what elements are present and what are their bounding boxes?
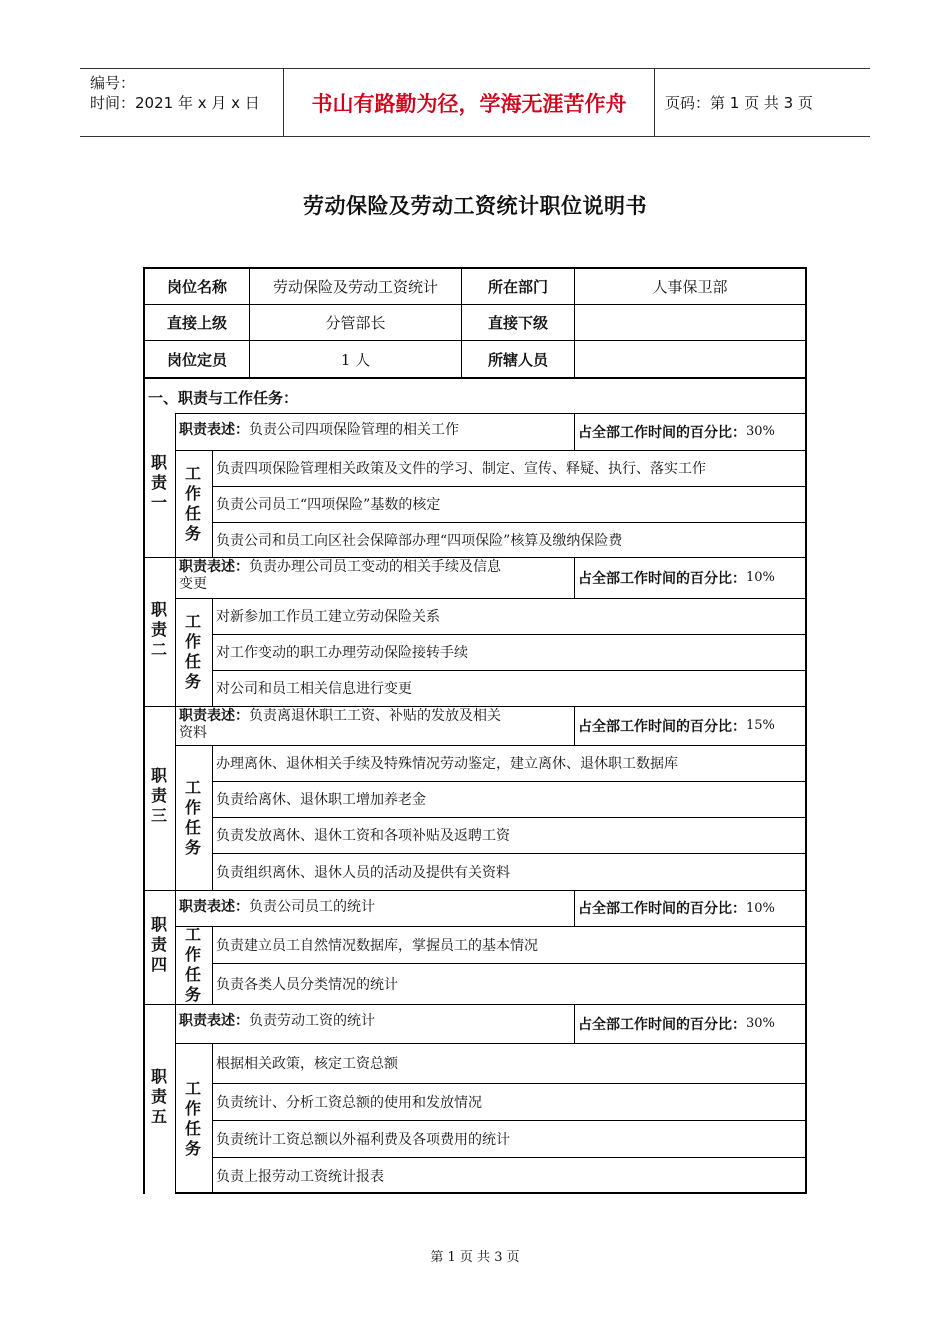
tasks-label-char: 作 <box>184 1099 201 1118</box>
divider <box>212 450 213 557</box>
managed-value <box>575 341 805 377</box>
divider <box>574 557 575 598</box>
statement-text: 负责劳动工资的统计 <box>249 1013 375 1029</box>
statement-label: 职责表述： <box>179 1013 249 1029</box>
statement-text-cont: 资料 <box>179 725 207 741</box>
tasks-label-char: 工 <box>184 778 201 797</box>
divider <box>175 1004 176 1194</box>
header-page-info: 页码：第 1 页 共 3 页 <box>665 94 813 112</box>
percent-label: 占全部工作时间的百分比： <box>578 424 746 441</box>
statement-text: 负责办理公司员工变动的相关手续及信息 <box>249 559 501 575</box>
department-label: 所在部门 <box>487 278 548 296</box>
task-item: 负责各类人员分类情况的统计 <box>216 976 398 993</box>
duty-label-char: 职 <box>150 453 167 472</box>
task-item: 负责四项保险管理相关政策及文件的学习、制定、宣传、释疑、执行、落实工作 <box>216 461 706 477</box>
percent-value: 30% <box>746 1016 775 1031</box>
tasks-label <box>183 1079 203 1159</box>
task-item: 负责组织离休、退休人员的活动及提供有关资料 <box>216 864 510 881</box>
tasks-label <box>183 612 203 692</box>
divider <box>574 890 575 926</box>
task-item: 办理离休、退休相关手续及特殊情况劳动鉴定，建立离休、退休职工数据库 <box>216 756 678 772</box>
tasks-label-char: 务 <box>184 838 201 857</box>
tasks-label <box>183 778 203 858</box>
percent-label: 占全部工作时间的百分比： <box>578 718 746 735</box>
duty-percent <box>578 1004 775 1043</box>
statement-label: 职责表述： <box>179 559 249 575</box>
divider <box>143 377 807 379</box>
duty-percent <box>578 557 775 598</box>
divider <box>212 1043 213 1194</box>
task-item: 对公司和员工相关信息进行变更 <box>216 681 412 697</box>
superior-value: 分管部长 <box>325 314 386 332</box>
divider <box>175 890 176 1004</box>
duty-label <box>149 1067 169 1127</box>
tasks-label-char: 作 <box>184 484 201 503</box>
divider <box>175 557 176 706</box>
duty-label-char: 三 <box>150 806 167 825</box>
divider <box>212 926 213 1004</box>
document-title: 劳动保险及劳动工资统计职位说明书 <box>303 194 647 218</box>
percent-value: 30% <box>746 424 775 439</box>
subordinate-label: 直接下级 <box>487 314 548 332</box>
duty-statement <box>179 559 572 593</box>
task-item: 负责发放离休、退休工资和各项补贴及返聘工资 <box>216 828 510 844</box>
duty-label-char: 二 <box>150 640 167 659</box>
divider <box>574 706 575 745</box>
task-item: 负责统计、分析工资总额的使用和发放情况 <box>216 1094 482 1111</box>
tasks-label-char: 工 <box>184 1079 201 1098</box>
tasks-label-char: 任 <box>184 818 201 837</box>
duty-label-char: 责 <box>150 1087 167 1106</box>
duty-label-char: 责 <box>150 786 167 805</box>
tasks-label-char: 任 <box>184 1119 201 1138</box>
statement-label: 职责表述： <box>179 422 249 438</box>
tasks-label-char: 作 <box>184 632 201 651</box>
headcount-value: 1 人 <box>340 350 371 369</box>
duty-label <box>149 600 169 660</box>
percent-value: 10% <box>746 570 775 585</box>
duty-statement <box>179 1013 572 1030</box>
percent-label: 占全部工作时间的百分比： <box>578 570 746 587</box>
duty-label-char: 四 <box>150 955 167 974</box>
tasks-label-char: 工 <box>184 612 201 631</box>
tasks-label-char: 务 <box>184 672 201 691</box>
duty-label-char: 五 <box>150 1107 167 1126</box>
statement-text: 负责公司四项保险管理的相关工作 <box>249 422 459 438</box>
divider <box>212 598 213 706</box>
tasks-label-char: 务 <box>184 985 201 1004</box>
tasks-label <box>183 925 203 1005</box>
statement-label: 职责表述： <box>179 899 249 915</box>
duty-statement <box>179 899 572 916</box>
page-header <box>80 68 870 137</box>
section-title: 一、职责与工作任务： <box>148 388 299 407</box>
doc-time-label: 时间：2021 年 x 月 x 日 <box>90 94 260 112</box>
task-item: 负责上报劳动工资统计报表 <box>216 1168 384 1185</box>
divider <box>175 413 176 557</box>
header-motto: 书山有路勤为径，学海无涯苦作舟 <box>283 69 655 136</box>
header-meta <box>80 69 283 136</box>
tasks-label-char: 任 <box>184 504 201 523</box>
tasks-label-char: 务 <box>184 524 201 543</box>
percent-label: 占全部工作时间的百分比： <box>578 901 746 917</box>
divider <box>175 706 176 890</box>
doc-number-label: 编号： <box>90 74 136 92</box>
statement-label: 职责表述： <box>179 708 249 724</box>
duty-label-char: 责 <box>150 473 167 492</box>
task-item: 负责公司和员工向区社会保障部办理“四项保险”核算及缴纳保险费 <box>216 532 623 549</box>
task-item: 负责统计工资总额以外福利费及各项费用的统计 <box>216 1131 510 1148</box>
duty-label-char: 责 <box>150 935 167 954</box>
duty-label <box>149 766 169 826</box>
task-item: 根据相关政策，核定工资总额 <box>216 1056 398 1072</box>
duty-label-char: 职 <box>150 915 167 934</box>
duty-label <box>149 453 169 513</box>
task-item: 对新参加工作员工建立劳动保险关系 <box>216 609 440 625</box>
duty-label-char: 职 <box>150 766 167 785</box>
headcount-label: 岗位定员 <box>166 350 227 369</box>
percent-value: 15% <box>746 718 775 733</box>
percent-value: 10% <box>746 900 775 916</box>
duty-label-char: 责 <box>150 620 167 639</box>
duty-label <box>149 915 169 975</box>
divider <box>574 1004 575 1043</box>
duty-statement <box>179 708 572 742</box>
duty-statement <box>179 422 572 439</box>
tasks-label-char: 任 <box>184 652 201 671</box>
managed-label: 所辖人员 <box>487 350 548 369</box>
duty-label-char: 职 <box>150 1067 167 1086</box>
tasks-label-char: 作 <box>184 945 201 964</box>
statement-text-cont: 变更 <box>179 576 207 592</box>
department-value: 人事保卫部 <box>652 278 728 296</box>
task-item: 负责给离休、退休职工增加养老金 <box>216 792 426 808</box>
tasks-label-char: 作 <box>184 798 201 817</box>
tasks-label <box>183 464 203 544</box>
duty-label-char: 职 <box>150 600 167 619</box>
divider <box>574 413 575 450</box>
duty-percent <box>578 706 775 745</box>
tasks-label-char: 工 <box>184 464 201 483</box>
percent-label: 占全部工作时间的百分比： <box>578 1016 746 1033</box>
tasks-label-char: 务 <box>184 1139 201 1158</box>
task-item: 对工作变动的职工办理劳动保险接转手续 <box>216 645 468 661</box>
tasks-label-char: 工 <box>184 925 201 944</box>
page-footer: 第 1 页 共 3 页 <box>430 1250 520 1265</box>
task-item: 负责公司员工“四项保险”基数的核定 <box>216 497 441 513</box>
position-name-label: 岗位名称 <box>166 278 227 296</box>
tasks-label-char: 任 <box>184 965 201 984</box>
duty-label-char: 一 <box>150 493 167 512</box>
divider <box>175 1192 807 1194</box>
task-item: 负责建立员工自然情况数据库，掌握员工的基本情况 <box>216 937 538 954</box>
subordinate-value <box>575 305 805 340</box>
statement-text: 负责离退休职工工资、补贴的发放及相关 <box>249 708 501 724</box>
position-name-value: 劳动保险及劳动工资统计 <box>272 278 438 296</box>
statement-text: 负责公司员工的统计 <box>249 899 375 915</box>
superior-label: 直接上级 <box>166 314 227 332</box>
duty-percent <box>578 413 775 450</box>
duty-percent <box>578 890 775 926</box>
